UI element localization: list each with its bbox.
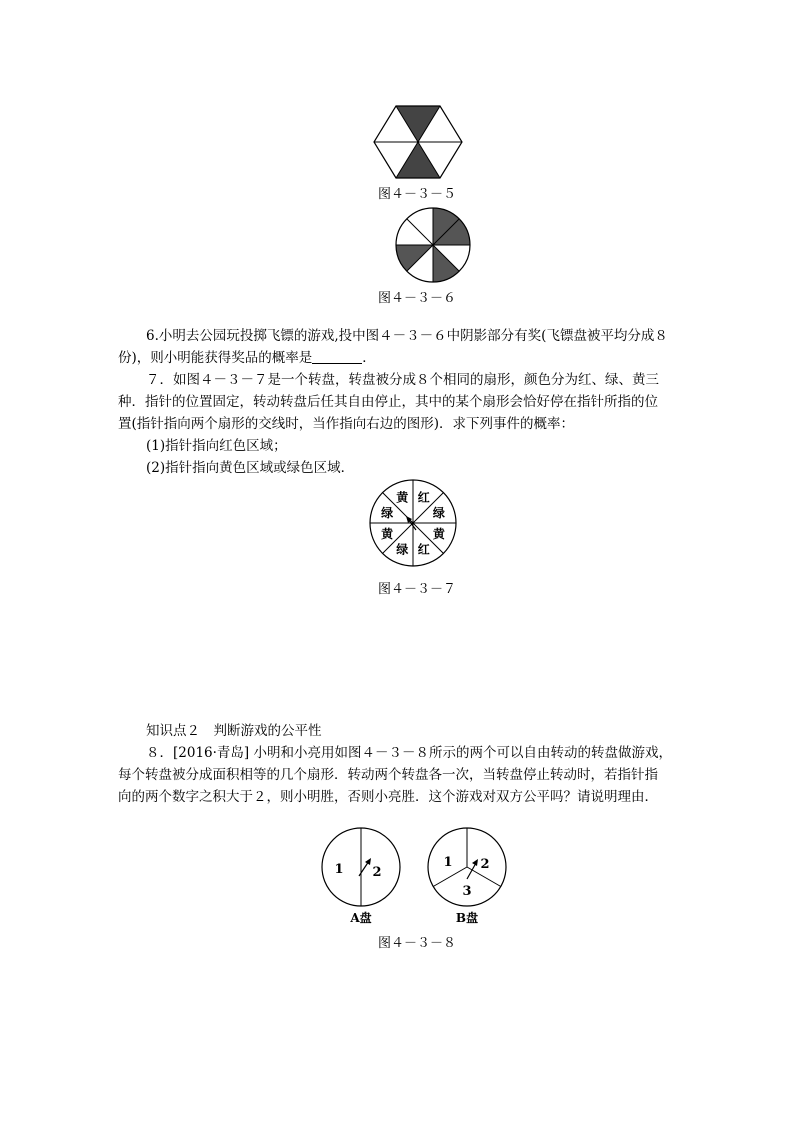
- spinner-sector-label: 黄: [396, 490, 409, 505]
- question-7-line-1: ７．如图４－３－７是一个转盘，转盘被分成８个相同的扇形，颜色分为红、绿、黄三: [146, 372, 659, 388]
- spinner-sector-label: 绿: [381, 505, 394, 520]
- figure-caption-4-3-6: 图４－３－６: [378, 291, 457, 306]
- disc-b-number-1: 1: [443, 855, 453, 870]
- disc-b-number-3: 3: [462, 884, 472, 899]
- question-7-item-2: (2)指针指向黄色区域或绿色区域．: [146, 460, 355, 476]
- section-heading: [118, 720, 678, 742]
- figure-caption-4-3-7: 图４－３－７: [378, 582, 457, 597]
- question-6-line-2-text: 份)，则小明能获得奖品的概率是: [118, 350, 313, 366]
- question-8: [118, 742, 678, 808]
- spinner-sector-label: 绿: [432, 505, 445, 520]
- question-7-line-2: 种．指针的位置固定，转动转盘后任其自由停止，其中的某个扇形会恰好停在指针所指的位: [118, 394, 658, 410]
- figure-caption-4-3-8: 图４－３－８: [378, 936, 457, 951]
- dartboard-shaded-sector: [433, 245, 459, 282]
- question-7: [118, 369, 678, 479]
- dartboard-shaded-sector: [396, 245, 433, 271]
- question-6-line-2: [118, 347, 678, 369]
- spinner-figure: [368, 478, 458, 568]
- hexagon-shaded-bottom: [396, 142, 440, 178]
- disc-a-figure: [318, 826, 404, 926]
- question-6-line-1: 6.小明去公园玩投掷飞镖的游戏,投中图４－３－６中阴影部分有奖(飞镖盘被平均分成８: [146, 328, 668, 344]
- dartboard-figure: [394, 206, 472, 284]
- disc-b-figure: [424, 826, 510, 926]
- spinner-sector-label: 黄: [432, 527, 445, 542]
- answer-blank: [312, 349, 362, 364]
- hexagon-figure: [372, 104, 464, 180]
- question-6-period: ．: [362, 350, 376, 366]
- spinner-sector-label: 绿: [396, 542, 409, 557]
- figure-caption-4-3-5: 图４－３－５: [378, 187, 457, 202]
- disc-a-number-2: 2: [372, 865, 382, 880]
- question-8-line-2: 每个转盘被分成面积相等的几个扇形．转动两个转盘各一次，当转盘停止转动时，若指针指: [118, 767, 658, 783]
- disc-a-label: A盘: [350, 911, 372, 925]
- knowledge-point-heading: 知识点２ 判断游戏的公平性: [146, 723, 322, 739]
- disc-b-label: B盘: [455, 911, 479, 925]
- dartboard-shaded-sector: [396, 219, 433, 245]
- question-8-line-3: 向的两个数字之积大于２，则小明胜，否则小亮胜．这个游戏对双方公平吗？请说明理由．: [118, 789, 658, 805]
- spinner-sector-label: 红: [417, 490, 430, 505]
- spinner-sector-label: 黄: [381, 527, 394, 542]
- disc-a-number-1: 1: [334, 862, 344, 877]
- hexagon-shaded-top: [396, 106, 440, 142]
- question-7-line-3: 置(指针指向两个扇形的交线时，当作指向右边的图形)．求下列事件的概率：: [118, 416, 575, 432]
- disc-b-number-2: 2: [480, 857, 490, 872]
- question-6: [118, 325, 678, 369]
- question-8-line-1: ８．[2016·青岛] 小明和小亮用如图４－３－８所示的两个可以自由转动的转盘做游戏，: [146, 745, 672, 761]
- spinner-sector-label: 红: [417, 542, 430, 557]
- question-7-item-1: (1)指针指向红色区域；: [146, 438, 287, 454]
